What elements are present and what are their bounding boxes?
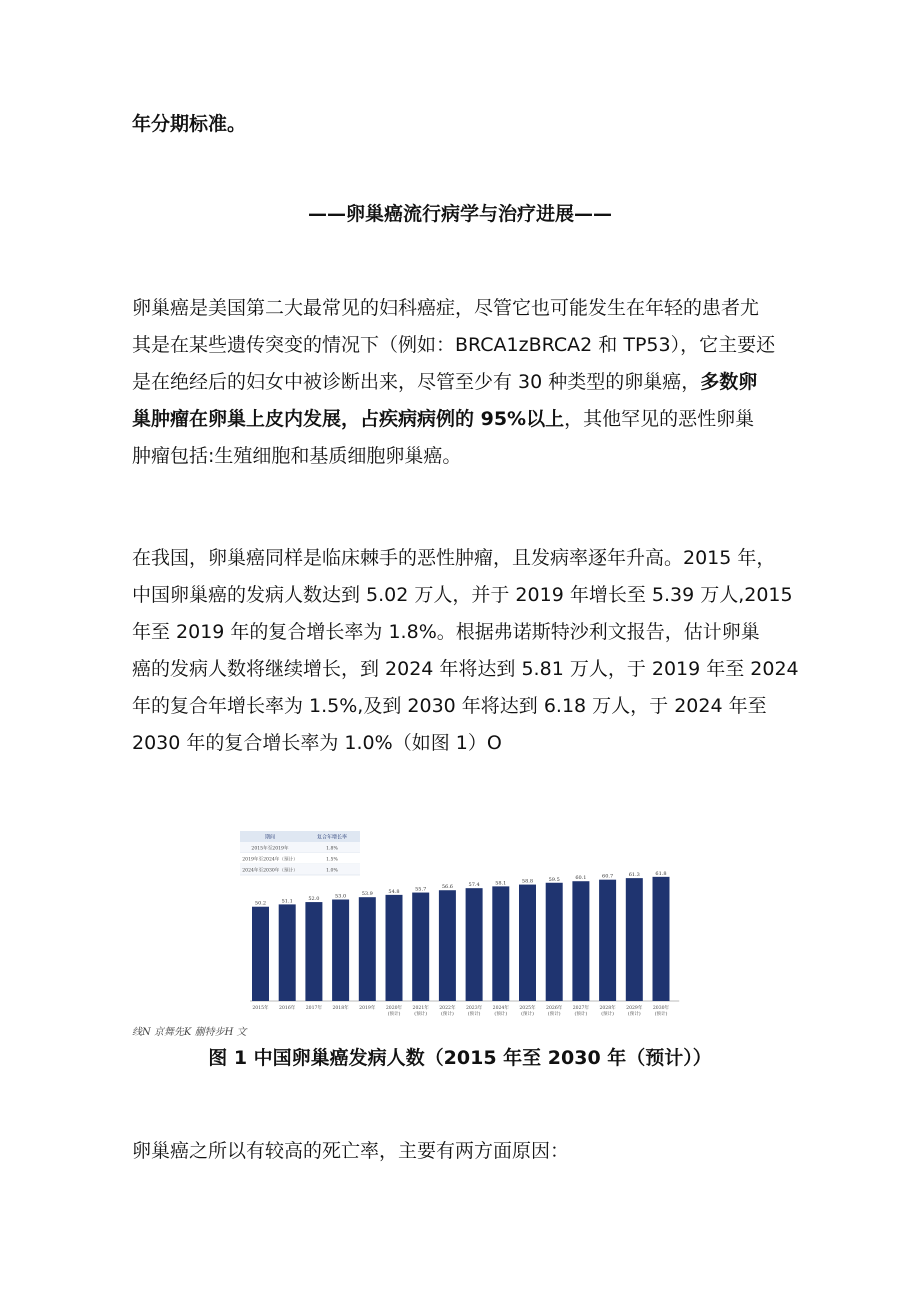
text-line: 2030 年的复合增长率为 1.0%（如图 1）O <box>132 732 502 754</box>
x-tick-label: 2017年 <box>305 1006 323 1011</box>
table-cell: 1.8% <box>326 846 338 852</box>
bar-chart <box>240 829 685 1025</box>
data-label: 55.7 <box>415 886 427 893</box>
text-line: 肿瘤包括:生殖细胞和基质细胞卵巢癌。 <box>132 445 462 467</box>
table-cell: 2024年至2030年（预计） <box>242 868 298 874</box>
table-cell: 1.5% <box>326 857 338 863</box>
x-tick-label-sub: (预计) <box>414 1012 428 1017</box>
data-label: 50.2 <box>254 900 267 907</box>
bar <box>439 890 456 1001</box>
paragraph-epidemiology-china <box>132 540 799 762</box>
data-label: 53.9 <box>361 891 373 898</box>
table-header-cell: 期间 <box>264 834 276 841</box>
bar <box>279 904 296 1001</box>
data-label: 57.4 <box>468 882 480 889</box>
data-label: 60.7 <box>602 873 614 880</box>
bold-text: 多数卵 <box>700 371 758 393</box>
x-tick-label: 2027年 <box>572 1006 590 1011</box>
x-tick-label: 2029年 <box>626 1006 643 1011</box>
table-cell: 1.0% <box>326 868 338 874</box>
x-tick-label: 2030年 <box>652 1006 670 1011</box>
text-line <box>132 364 775 401</box>
x-tick-label-sub: (预计) <box>467 1012 481 1017</box>
x-tick-label: 2028年 <box>599 1006 616 1011</box>
x-tick-label-sub: (预计) <box>654 1012 668 1017</box>
text-line: 其是在某些遗传突变的情况下（例如：BRCA1zBRCA2 和 TP53），它主要还 <box>132 334 776 356</box>
paragraph-epidemiology-us <box>132 290 775 475</box>
bar <box>305 902 322 1001</box>
x-tick-label: 2015年 <box>252 1006 269 1011</box>
text-line: 在我国，卵巢癌同样是临床棘手的恶性肿瘤，且发病率逐年升高。2015 年， <box>132 547 776 569</box>
x-tick-label: 2021年 <box>412 1006 429 1011</box>
bar <box>386 895 403 1001</box>
bar <box>492 886 509 1001</box>
table-cell: 2019年至2024年（预计） <box>242 857 298 863</box>
data-label: 52.0 <box>308 896 320 903</box>
text-span: ，其他罕见的恶性卵巢 <box>564 408 755 430</box>
paragraph-mortality-reasons: 卵巢癌之所以有较高的死亡率，主要有两方面原因： <box>132 1140 570 1162</box>
x-tick-label-sub: (预计) <box>574 1012 588 1017</box>
table-header-cell: 复合年增长率 <box>316 834 348 841</box>
section-title: ——卵巢癌流行病学与治疗进展—— <box>307 203 612 225</box>
bar <box>519 885 536 1001</box>
x-tick-label-sub: (预计) <box>627 1012 641 1017</box>
text-line: 年的复合年增长率为 1.5%,及到 2030 年将达到 6.18 万人，于 2024 年至 <box>132 695 767 717</box>
x-tick-label: 2019年 <box>359 1006 376 1011</box>
text-line: 癌的发病人数将继续增长，到 2024 年将达到 5.81 万人，于 2019 年至 2024 <box>132 658 799 680</box>
bar <box>412 893 429 1001</box>
bar <box>252 907 269 1001</box>
source-note: 线N 京舞先K 蒯特步H 文 <box>132 1027 247 1038</box>
bar <box>546 883 563 1001</box>
bar <box>466 888 483 1001</box>
bar <box>572 881 589 1001</box>
bar <box>359 897 376 1001</box>
x-tick-label-sub: (预计) <box>601 1012 614 1017</box>
data-label: 56.6 <box>441 884 453 891</box>
table-cell: 2015年至2019年 <box>251 846 289 852</box>
data-label: 61.8 <box>655 870 667 877</box>
data-label: 51.1 <box>281 898 293 905</box>
data-label: 54.8 <box>388 888 400 895</box>
x-tick-label: 2018年 <box>332 1006 349 1011</box>
data-label: 58.8 <box>521 878 534 885</box>
x-tick-label-sub: (预计) <box>387 1012 401 1017</box>
text-line <box>132 401 775 438</box>
x-tick-label-sub: (预计) <box>547 1012 561 1017</box>
figure-caption: 图 1 中国卵巢癌发病人数（2015 年至 2030 年（预计）） <box>208 1047 712 1069</box>
data-label: 58.1 <box>495 880 507 887</box>
text-span: 是在绝经后的妇女中被诊断出来，尽管至少有 30 种类型的卵巢癌， <box>132 371 701 393</box>
x-tick-label-sub: (预计) <box>494 1012 508 1017</box>
x-tick-label: 2023年 <box>465 1006 483 1011</box>
data-label: 61.3 <box>628 872 640 879</box>
heading-fragment: 年分期标准。 <box>132 113 247 135</box>
x-tick-label: 2020年 <box>385 1006 403 1011</box>
bar <box>653 877 670 1001</box>
x-tick-label: 2022年 <box>439 1006 456 1011</box>
x-tick-label: 2016年 <box>279 1006 296 1011</box>
data-label: 59.5 <box>548 876 560 883</box>
data-label: 53.0 <box>335 893 347 900</box>
incidence-chart <box>240 829 685 1025</box>
text-line: 中国卵巢癌的发病人数达到 5.02 万人，并于 2019 年增长至 5.39 万人,2015 <box>132 584 793 606</box>
x-tick-label: 2024年 <box>492 1006 509 1011</box>
x-tick-label-sub: (预计) <box>441 1012 454 1017</box>
bar <box>599 880 616 1001</box>
x-tick-label: 2026年 <box>546 1006 563 1011</box>
bar <box>332 900 349 1001</box>
x-tick-label: 2025年 <box>519 1006 536 1011</box>
bar <box>626 878 643 1001</box>
text-line: 卵巢癌是美国第二大最常见的妇科癌症，尽管它也可能发生在年轻的患者尤 <box>132 297 760 319</box>
bold-text: 巢肿瘤在卵巢上皮内发展，占疾病病例的 95%以上 <box>132 408 565 430</box>
text-line: 年至 2019 年的复合增长率为 1.8%。根据弗诺斯特沙利文报告，估计卵巢 <box>132 621 760 643</box>
data-label: 60.1 <box>575 875 587 882</box>
x-tick-label-sub: (预计) <box>521 1012 534 1017</box>
